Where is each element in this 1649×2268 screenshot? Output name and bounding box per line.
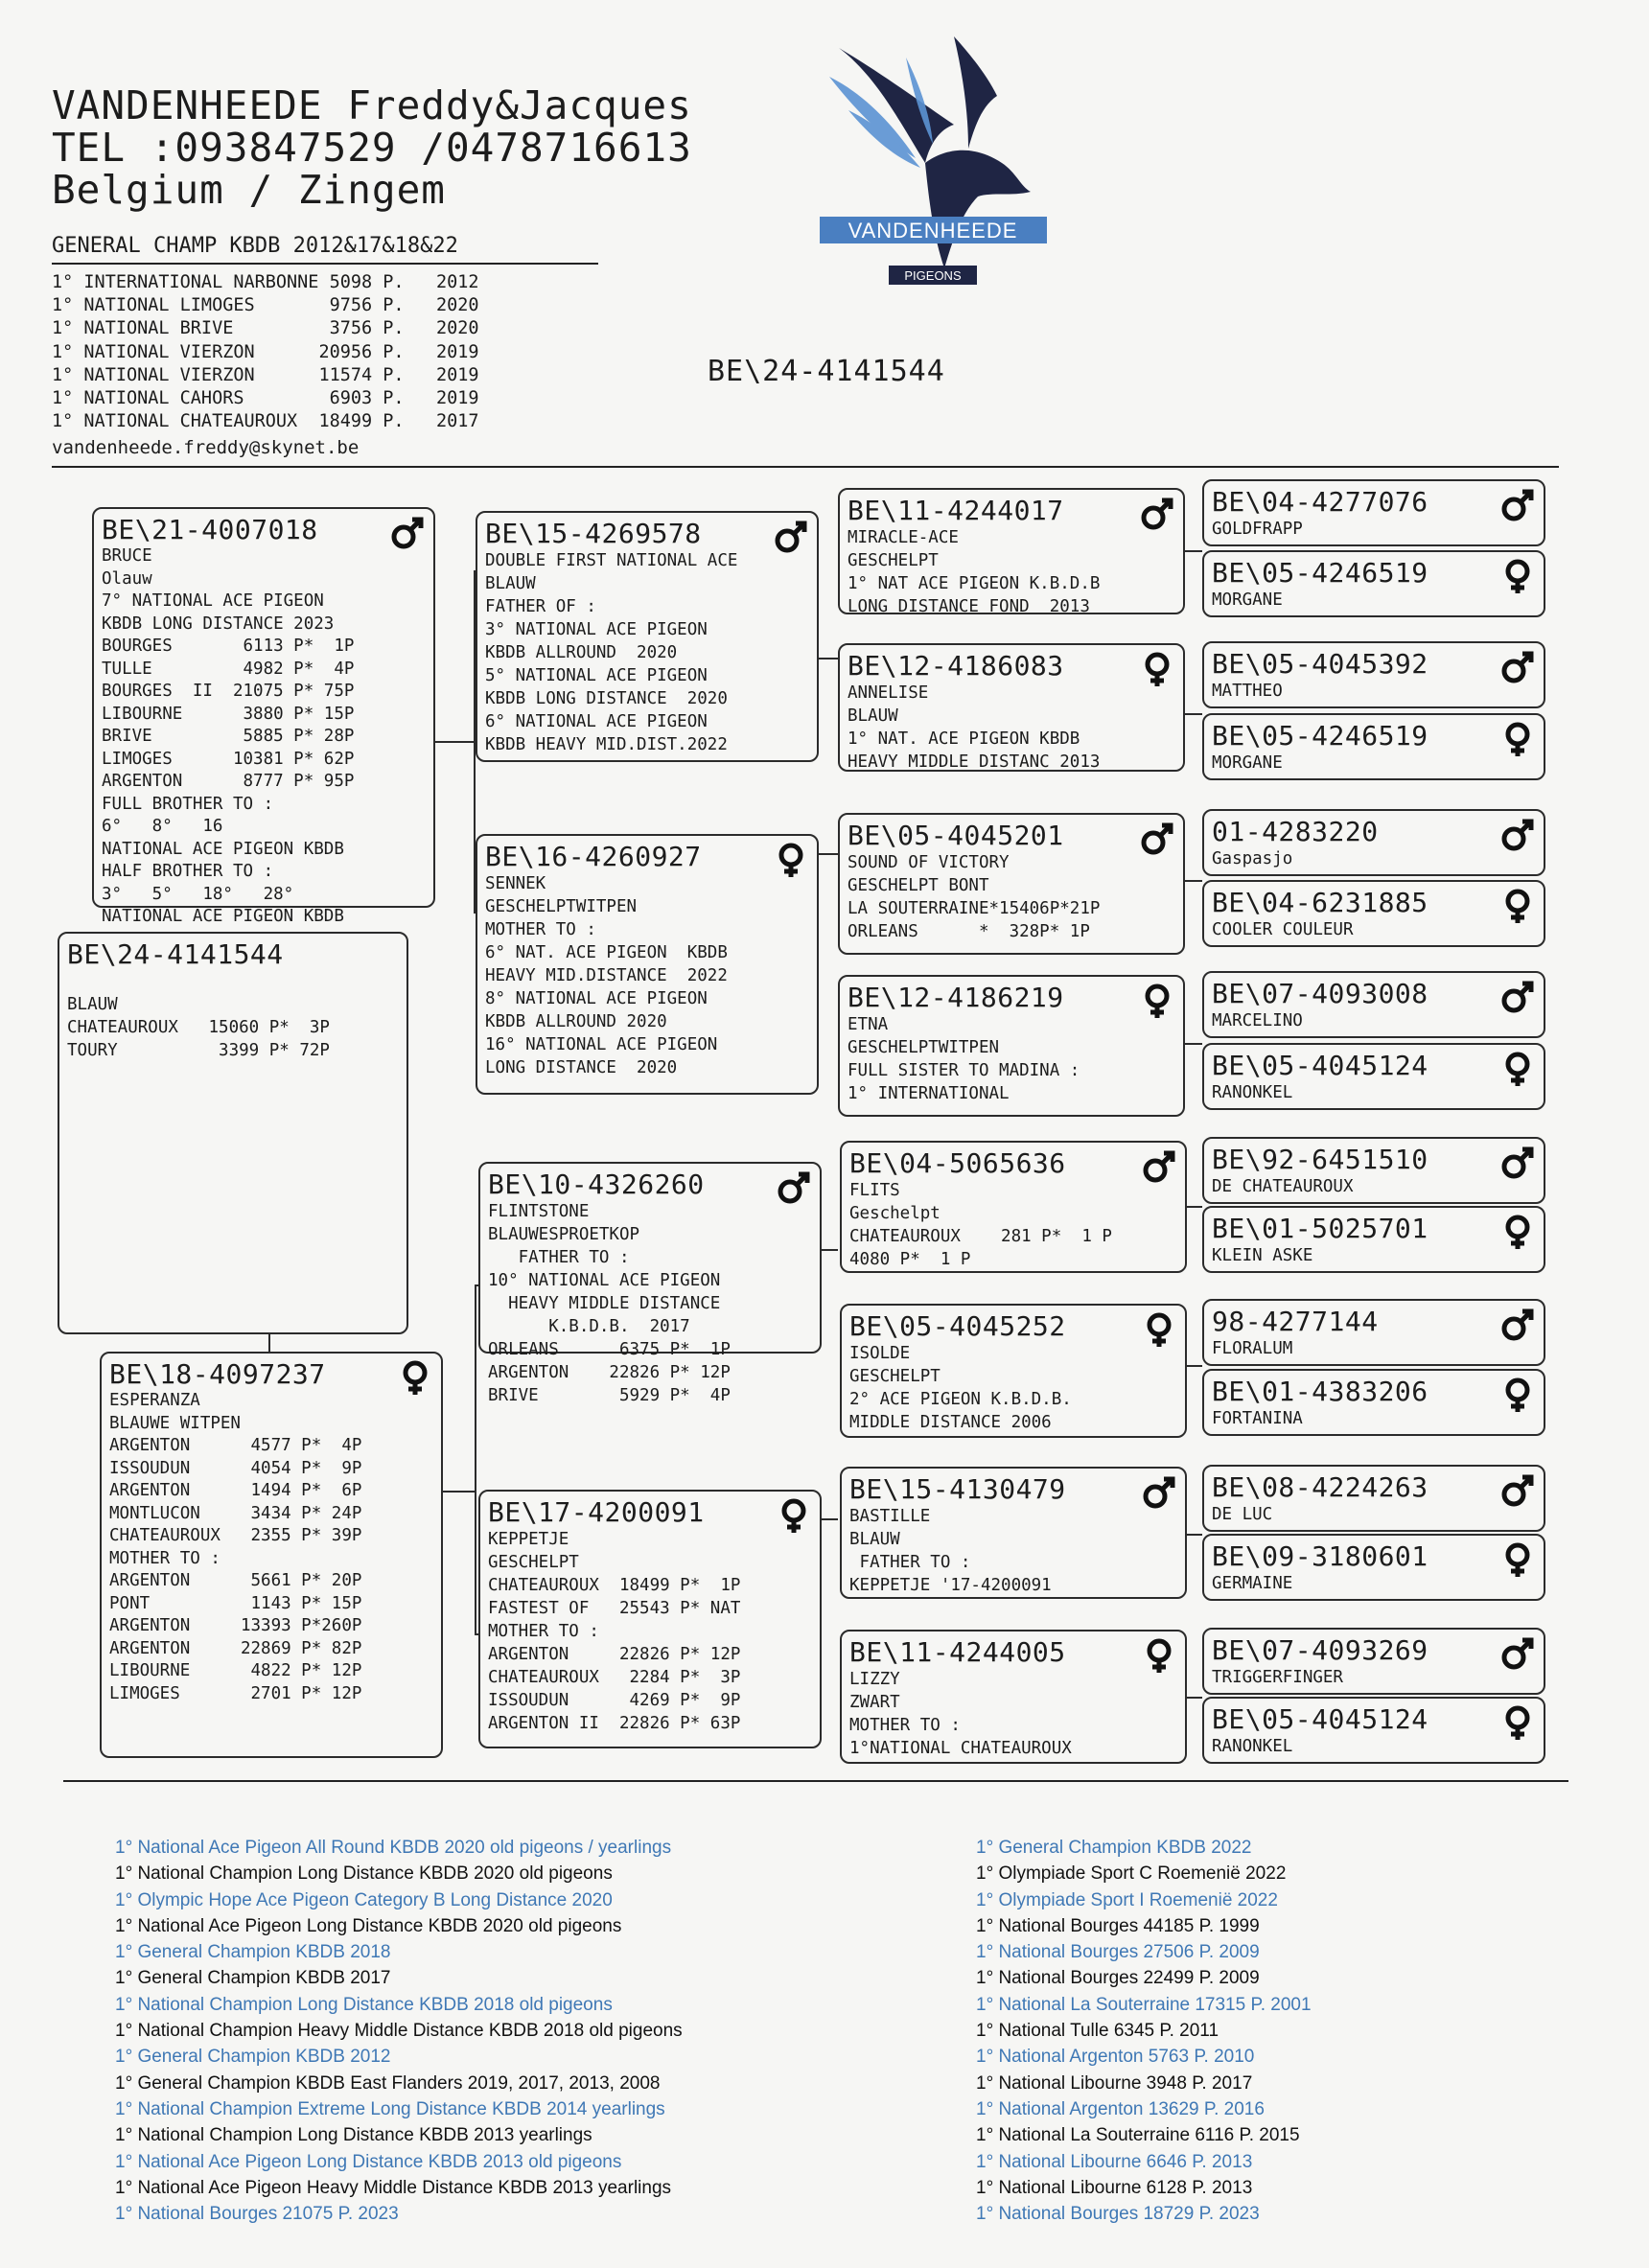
gggp-details: MORGANE (1212, 590, 1283, 610)
ggp-card (838, 488, 1185, 614)
logo (810, 19, 1074, 297)
gggp-card (1202, 1206, 1545, 1273)
result-line: 1° NATIONAL LIMOGES 9756 P. 2020 (52, 295, 479, 316)
gggp-ring: BE\07-4093008 (1212, 978, 1428, 1009)
divider (63, 1780, 1568, 1782)
ggp-ring: BE\15-4130479 (849, 1473, 1066, 1505)
subject-ring: BE\24-4141544 (67, 938, 284, 970)
gggp-ring: 01-4283220 (1212, 816, 1379, 847)
general-champ-title: GENERAL CHAMP KBDB 2012&17&18&22 (52, 234, 458, 258)
ggp-ring: BE\11-4244017 (848, 495, 1064, 526)
ggp-card (840, 1304, 1187, 1438)
achievement-line: 1° National Champion Extreme Long Distance KBDB 2014 yearlings (115, 2098, 665, 2119)
gggp-ring: BE\04-4277076 (1212, 486, 1428, 518)
gggp-ring: BE\05-4246519 (1212, 557, 1428, 589)
male-symbol-icon (1499, 817, 1536, 853)
subject-ring-heading: BE\24-4141544 (708, 355, 945, 388)
gggp-card (1202, 479, 1545, 546)
father-card (92, 507, 435, 926)
gggp-ring: BE\92-6451510 (1212, 1144, 1428, 1175)
result-line: 1° NATIONAL CAHORS 6903 P. 2019 (52, 388, 479, 408)
breeder-phone: TEL :093847529 /0478716613 (52, 125, 692, 171)
gggp-card (1202, 550, 1545, 617)
gggp-details: KLEIN ASKE (1212, 1246, 1313, 1265)
achievement-line: 1° National Champion Long Distance KBDB 2020 old pigeons (115, 1863, 613, 1885)
achievement-line: 1° Olympiade Sport C Roemenië 2022 (976, 1863, 1287, 1885)
gggp-ring: BE\05-4246519 (1212, 720, 1428, 752)
male-symbol-icon (1139, 496, 1175, 532)
gp-details: DOUBLE FIRST NATIONAL ACE BLAUW FATHER OF : 3° NATIONAL ACE PIGEON KBDB ALLROUND 2020 5° NATIONAL ACE PIGEON KBDB LONG DISTANCE 2020 6° NATIONAL ACE PIGEON KBDB HEAVY MID.DIST.2022 (485, 551, 738, 754)
female-symbol-icon (1499, 1214, 1536, 1250)
father-ring: BE\21-4007018 (102, 514, 318, 545)
father-details: BRUCE Olauw 7° NATIONAL ACE PIGEON KBDB LONG DISTANCE 2023 BOURGES 6113 P* 1P TULLE 4982 P* 4P BOURGES II 21075 P* 75P LIBOURNE 3880 P* 15P BRIVE 5885 P* 28P LIMOGES 10381 P* 62P ARGENTON 8777 P* 95P FULL BROTHER TO : 6° 8° 16 NATIONAL ACE PIGEON KBDB HALF BROTHER TO : 3° 5° 18° 28° NATIONAL ACE PIGEON KBDB (102, 546, 355, 926)
subject-card (58, 932, 408, 1334)
mother-details: ESPERANZA BLAUWE WITPEN ARGENTON 4577 P* 4P ISSOUDUN 4054 P* 9P ARGENTON 1494 P* 6P MONTLUCON 3434 P* 24P CHATEAUROUX 2355 P* 39P MOTHER TO : ARGENTON 5661 P* 20P PONT 1143 P* 15P ARGENTON 13393 P*260P ARGENTON 22869 P* 82P LIBOURNE 4822 P* 12P LIMOGES 2701 P* 12P (109, 1391, 362, 1703)
female-symbol-icon (1139, 983, 1175, 1019)
male-symbol-icon (1499, 649, 1536, 685)
female-symbol-icon (1141, 1311, 1177, 1348)
gggp-details: MORGANE (1212, 753, 1283, 773)
achievement-line: 1° National Argenton 13629 P. 2016 (976, 2098, 1265, 2119)
male-symbol-icon (1499, 1307, 1536, 1343)
male-symbol-icon (773, 519, 809, 555)
achievement-line: 1° General Champion KBDB East Flanders 2019, 2017, 2013, 2008 (115, 2072, 661, 2094)
gggp-ring: BE\07-4093269 (1212, 1634, 1428, 1666)
breeder-location: Belgium / Zingem (52, 167, 446, 213)
gggp-ring: BE\09-3180601 (1212, 1540, 1428, 1572)
gp-card (478, 1162, 822, 1405)
ggp-ring: BE\05-4045252 (849, 1310, 1066, 1342)
achievement-line: 1° National Ace Pigeon Long Distance KBDB 2013 old pigeons (115, 2151, 622, 2172)
gggp-ring: BE\05-4045392 (1212, 648, 1428, 680)
gggp-details: COOLER COULEUR (1212, 920, 1354, 939)
male-symbol-icon (1139, 821, 1175, 857)
gp-ring: BE\16-4260927 (485, 841, 702, 872)
achievement-line: 1° General Champion KBDB 2017 (115, 1968, 391, 1989)
male-symbol-icon (1499, 487, 1536, 523)
result-line: 1° INTERNATIONAL NARBONNE 5098 P. 2012 (52, 272, 479, 292)
result-line: 1° NATIONAL CHATEAUROUX 18499 P. 2017 (52, 411, 479, 432)
achievement-line: 1° National Bourges 18729 P. 2023 (976, 2204, 1260, 2225)
male-symbol-icon (1141, 1474, 1177, 1511)
gggp-card (1202, 880, 1545, 947)
ggp-card (838, 643, 1185, 772)
ggp-details: ISOLDE GESCHELPT 2° ACE PIGEON K.B.D.B. MIDDLE DISTANCE 2006 (849, 1344, 1072, 1432)
gp-ring: BE\15-4269578 (485, 518, 702, 549)
gggp-card (1202, 1465, 1545, 1532)
ggp-details: SOUND OF VICTORY GESCHELPT BONT LA SOUTERRAINE*15406P*21P ORLEANS * 328P* 1P (848, 853, 1101, 941)
gp-ring: BE\10-4326260 (488, 1169, 705, 1200)
gggp-ring: BE\08-4224263 (1212, 1471, 1428, 1503)
ggp-card (838, 813, 1185, 955)
subject-details: BLAUW CHATEAUROUX 15060 P* 3P TOURY 3399 P* 72P (67, 995, 330, 1060)
gggp-ring: BE\01-4383206 (1212, 1376, 1428, 1407)
female-symbol-icon (776, 1497, 812, 1534)
result-line: 1° NATIONAL VIERZON 11574 P. 2019 (52, 364, 479, 385)
result-line: 1° NATIONAL BRIVE 3756 P. 2020 (52, 318, 479, 339)
ggp-card (840, 1630, 1187, 1764)
breeder-name: VANDENHEEDE Freddy&Jacques (52, 82, 692, 128)
gggp-details: DE CHATEAUROUX (1212, 1177, 1354, 1196)
dove-logo-icon (810, 19, 1074, 297)
male-symbol-icon (1499, 1635, 1536, 1672)
female-symbol-icon (1139, 651, 1175, 687)
gggp-card (1202, 1697, 1545, 1764)
gggp-details: Gaspasjo (1212, 849, 1293, 868)
achievement-line: 1° National Ace Pigeon Long Distance KBDB 2020 old pigeons (115, 1915, 622, 1936)
female-symbol-icon (397, 1359, 433, 1396)
gggp-card (1202, 1137, 1545, 1204)
achievement-line: 1° National La Souterraine 17315 P. 2001 (976, 1994, 1312, 2015)
gggp-card (1202, 1369, 1545, 1436)
ggp-ring: BE\04-5065636 (849, 1147, 1066, 1179)
female-symbol-icon (1499, 1377, 1536, 1413)
ggp-details: BASTILLE BLAUW FATHER TO : KEPPETJE '17-4200091 (849, 1507, 1052, 1595)
breeder-header (52, 84, 692, 211)
gggp-details: GERMAINE (1212, 1574, 1293, 1593)
male-symbol-icon (1141, 1148, 1177, 1185)
male-symbol-icon (776, 1169, 812, 1206)
achievement-line: 1° National Ace Pigeon All Round KBDB 2020 old pigeons / yearlings (115, 1838, 672, 1858)
ggp-ring: BE\12-4186219 (848, 982, 1064, 1013)
achievement-line: 1° National Libourne 6128 P. 2013 (976, 2177, 1253, 2198)
gggp-card (1202, 971, 1545, 1038)
achievement-line: 1° National Champion Long Distance KBDB 2018 old pigeons (115, 1994, 613, 2015)
gggp-details: MATTHEO (1212, 682, 1283, 701)
ggp-details: MIRACLE-ACE GESCHELPT 1° NAT ACE PIGEON K.B.D.B LONG DISTANCE FOND 2013 (848, 528, 1101, 616)
gggp-details: RANONKEL (1212, 1737, 1293, 1756)
achievement-line: 1° National Bourges 44185 P. 1999 (976, 1915, 1260, 1936)
ggp-details: LIZZY ZWART MOTHER TO : 1°NATIONAL CHATEAUROUX (849, 1670, 1072, 1758)
gp-card (478, 1490, 822, 1748)
gp-details: KEPPETJE GESCHELPT CHATEAUROUX 18499 P* 1P FASTEST OF 25543 P* NAT MOTHER TO : ARGENTON 22826 P* 12P CHATEAUROUX 2284 P* 3P ISSOUDUN 4269 P* 9P ARGENTON II 22826 P* 63P (488, 1530, 741, 1733)
female-symbol-icon (1499, 888, 1536, 924)
gggp-details: FLORALUM (1212, 1339, 1293, 1358)
ggp-ring: BE\11-4244005 (849, 1636, 1066, 1668)
gggp-card (1202, 641, 1545, 708)
female-symbol-icon (1499, 1051, 1536, 1087)
gggp-card (1202, 809, 1545, 876)
achievement-line: 1° General Champion KBDB 2012 (115, 2047, 391, 2068)
male-symbol-icon (1499, 979, 1536, 1015)
female-symbol-icon (1499, 1541, 1536, 1578)
female-symbol-icon (1499, 558, 1536, 594)
gggp-details: TRIGGERFINGER (1212, 1668, 1343, 1687)
gggp-card (1202, 1534, 1545, 1601)
male-symbol-icon (1499, 1472, 1536, 1509)
achievement-line: 1° National Tulle 6345 P. 2011 (976, 2021, 1219, 2042)
divider (52, 263, 598, 265)
gggp-card (1202, 713, 1545, 780)
achievement-line: 1° National La Souterraine 6116 P. 2015 (976, 2125, 1300, 2146)
achievement-line: 1° Olympiade Sport I Roemenië 2022 (976, 1889, 1278, 1910)
gp-details: SENNEK GESCHELPTWITPEN MOTHER TO : 6° NAT. ACE PIGEON KBDB HEAVY MID.DISTANCE 2022 8° NATIONAL ACE PIGEON KBDB ALLROUND 2020 16° NATIONAL ACE PIGEON LONG DISTANCE 2020 (485, 874, 728, 1077)
gggp-details: RANONKEL (1212, 1083, 1293, 1102)
achievement-line: 1° National Bourges 22499 P. 2009 (976, 1968, 1260, 1989)
gggp-ring: BE\04-6231885 (1212, 887, 1428, 918)
gggp-card (1202, 1628, 1545, 1695)
gggp-ring: BE\05-4045124 (1212, 1703, 1428, 1735)
achievement-line: 1° National Libourne 6646 P. 2013 (976, 2151, 1253, 2172)
gggp-details: DE LUC (1212, 1505, 1273, 1524)
ggp-details: ANNELISE BLAUW 1° NAT. ACE PIGEON KBDB HEAVY MIDDLE DISTANC 2013 (848, 683, 1101, 772)
ggp-details: FLITS Geschelpt CHATEAUROUX 281 P* 1 P 4080 P* 1 P (849, 1181, 1112, 1269)
gggp-ring: 98-4277144 (1212, 1306, 1379, 1337)
gggp-details: FORTANINA (1212, 1409, 1303, 1428)
gggp-ring: BE\05-4045124 (1212, 1050, 1428, 1081)
achievement-line: 1° National Ace Pigeon Heavy Middle Distance KBDB 2013 yearlings (115, 2177, 672, 2198)
achievement-line: 1° National Bourges 27506 P. 2009 (976, 1942, 1260, 1963)
achievement-line: 1° National Champion Heavy Middle Distance KBDB 2018 old pigeons (115, 2021, 683, 2042)
gp-card (476, 511, 819, 762)
gggp-details: MARCELINO (1212, 1011, 1303, 1030)
female-symbol-icon (773, 842, 809, 878)
mother-ring: BE\18-4097237 (109, 1358, 326, 1390)
ggp-ring: BE\12-4186083 (848, 650, 1064, 682)
ggp-ring: BE\05-4045201 (848, 820, 1064, 851)
gggp-card (1202, 1299, 1545, 1366)
achievement-line: 1° General Champion KBDB 2018 (115, 1942, 391, 1963)
gp-card (476, 834, 819, 1095)
achievement-line: 1° National Champion Long Distance KBDB 2013 yearlings (115, 2125, 592, 2146)
achievements-left (115, 1835, 683, 2227)
mother-card (100, 1352, 443, 1758)
achievement-line: 1° National Libourne 3948 P. 2017 (976, 2072, 1253, 2094)
female-symbol-icon (1141, 1637, 1177, 1674)
achievements-right (976, 1835, 1312, 2227)
achievement-line: 1° General Champion KBDB 2022 (976, 1838, 1252, 1858)
svg-text:VANDENHEEDE: VANDENHEEDE (848, 219, 1018, 243)
achievement-line: 1° Olympic Hope Ace Pigeon Category B Long Distance 2020 (115, 1889, 613, 1910)
female-symbol-icon (1499, 721, 1536, 757)
result-line: 1° NATIONAL VIERZON 20956 P. 2019 (52, 341, 479, 362)
ggp-card (840, 1141, 1187, 1273)
male-symbol-icon (1499, 1145, 1536, 1181)
female-symbol-icon (1499, 1704, 1536, 1741)
gggp-ring: BE\01-5025701 (1212, 1213, 1428, 1244)
ggp-details: ETNA GESCHELPTWITPEN FULL SISTER TO MADINA : 1° INTERNATIONAL (848, 1015, 1080, 1103)
divider (52, 466, 1559, 468)
gggp-details: GOLDFRAPP (1212, 520, 1303, 539)
ggp-card (838, 975, 1185, 1117)
ggp-card (840, 1467, 1187, 1599)
male-symbol-icon (389, 515, 426, 551)
achievement-line: 1° National Bourges 21075 P. 2023 (115, 2204, 399, 2225)
gp-ring: BE\17-4200091 (488, 1496, 705, 1528)
svg-text:PIGEONS: PIGEONS (904, 268, 962, 283)
gggp-card (1202, 1043, 1545, 1110)
email: vandenheede.freddy@skynet.be (52, 437, 360, 458)
achievement-line: 1° National Argenton 5763 P. 2010 (976, 2047, 1255, 2068)
gp-details: FLINTSTONE BLAUWESPROETKOP FATHER TO : 10° NATIONAL ACE PIGEON HEAVY MIDDLE DISTANCE K.B.D.B. 2017 ORLEANS 6375 P* 1P ARGENTON 22826 P* 12P BRIVE 5929 P* 4P (488, 1202, 731, 1405)
